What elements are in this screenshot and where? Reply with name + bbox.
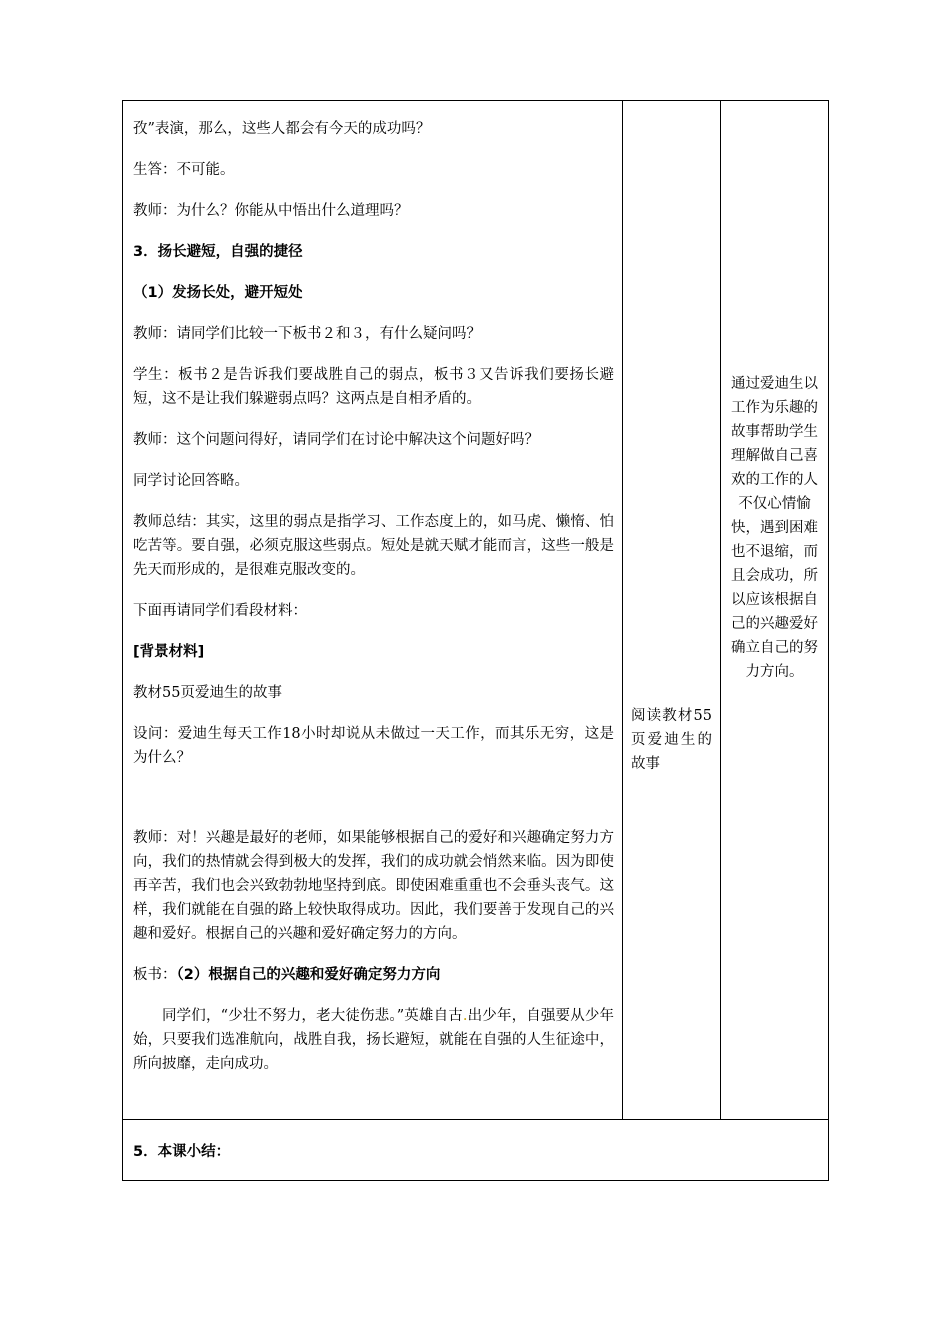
paragraph: 教材55页爱迪生的故事 [133,685,282,701]
student-answer: 学生：板书２是告诉我们要战胜自己的弱点，板书３又告诉我们要扬长避短，这不是让我们躲避弱点吗？这两点是自相矛盾的。 [133,367,614,407]
teacher-summary: 教师总结：其实，这里的弱点是指学习、工作态度上的，如马虎、懒惰、怕吃苦等。要自强，必须克服这些弱点。短处是就天赋才能而言，这些一般是先天而形成的，是很难克服改变的。 [133,514,614,578]
discussion-question: 设问：爱迪生每天工作18小时却说从未做过一天工作，而其乐无穷，这是为什么？ [133,726,614,766]
summary-cell [123,1120,829,1181]
blackboard-label: 板书： [133,967,177,983]
section-heading: 3．扬长避短，自强的捷径 [133,244,303,260]
student-answer: 生答：不可能。 [133,162,235,178]
teacher-question: 教师：请同学们比较一下板书２和３，有什么疑问吗？ [133,326,481,342]
student-activity-cell [623,101,721,1120]
table-row [123,1120,829,1181]
paragraph: 同学讨论回答略。 [133,473,249,489]
closing-text-a: 同学们，“少壮不努力，老大徒伤悲。”英雄自古 [162,1008,463,1024]
teacher-question: 教师：为什么？你能从中悟出什么道理吗？ [133,203,409,219]
table-row [123,101,829,1120]
subsection-heading: （1）发扬长处，避开短处 [133,285,303,301]
material-heading: [背景材料] [133,644,205,660]
teaching-process-cell [123,101,623,1120]
design-intent-text: 通过爱迪生以工作为乐趣的故事帮助学生理解做自己喜欢的工作的人不仅心情愉快，遇到困难也不退缩，而且会成功，所以应该根据自己的兴趣爱好确立自己的努力方向。 [731,376,818,680]
blackboard-note [133,963,614,987]
paragraph: 孜”表演，那么，这些人都会有今天的成功吗？ [133,121,431,137]
stray-mark: . [462,1008,468,1024]
teacher-explanation: 教师：对！兴趣是最好的老师，如果能够根据自己的爱好和兴趣确定努力方向，我们的热情就会得到极大的发挥，我们的成功就会悄然来临。因为即使再辛苦，我们也会兴致勃勃地坚持到底。即使困难重重也不会垂头丧气。这样，我们就能在自强的路上较快取得成功。因此，我们要善于发现自己的兴趣和爱好。根据自己的兴趣和爱好确定努力的方向。 [133,830,614,942]
design-intent-cell [721,101,829,1120]
teacher-question: 教师：这个问题问得好，请同学们在讨论中解决这个问题好吗？ [133,432,539,448]
summary-heading: 5．本课小结： [133,1144,231,1160]
closing-text-b: 出少年，自强要从少年始，只要我们选准航向，战胜自我，扬长避短，就能在自强的人生征途中，所向披靡，走向成功。 [133,1008,615,1072]
paragraph: 下面再请同学们看段材料： [133,603,307,619]
spacer [133,787,614,826]
lesson-plan-table [122,100,829,1181]
student-activity-text: 阅读教材55页爱迪生的故事 [631,708,712,772]
blackboard-content: （2）根据自己的兴趣和爱好确定努力方向 [176,967,441,983]
closing-paragraph [133,1004,614,1076]
